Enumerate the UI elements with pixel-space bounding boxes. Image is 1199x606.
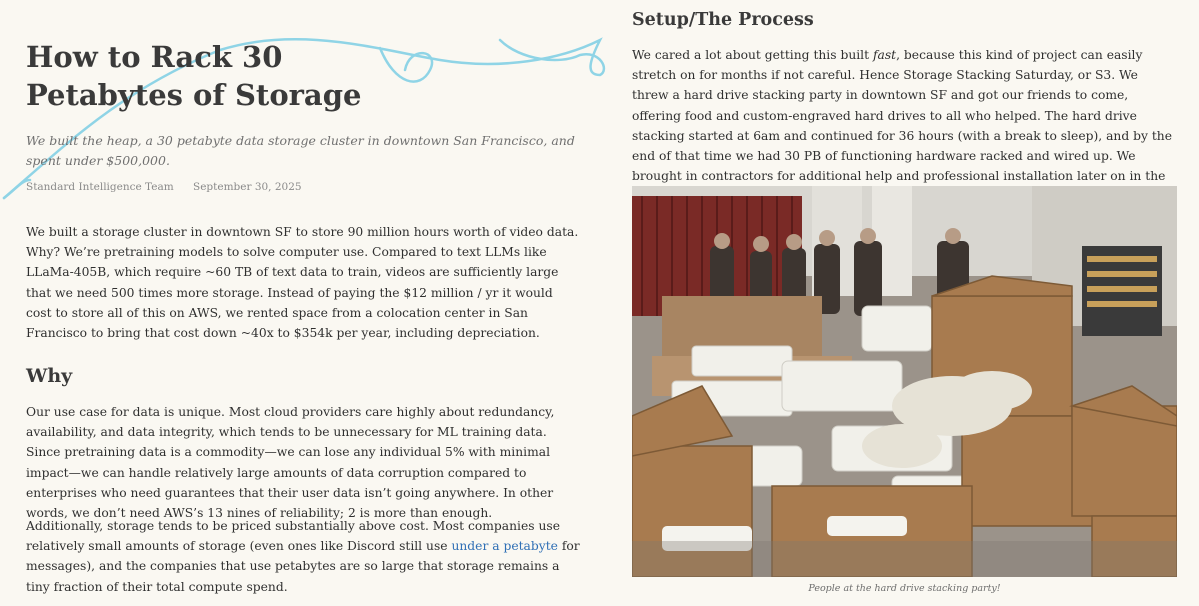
photo-caption: People at the hard drive stacking party!: [808, 583, 1001, 594]
section-heading-why: Why: [26, 365, 73, 387]
setup-text-a: We cared a lot about getting this built: [632, 48, 873, 62]
event-photo-illustration: [632, 186, 1177, 577]
article-subtitle: We built the heap, a 30 petabyte data storage cluster in downtown San Francisco, and spent under $500,000.: [26, 133, 575, 168]
event-photo: [632, 186, 1177, 577]
article-meta: [26, 181, 302, 193]
section-heading-setup: Setup/The Process: [632, 10, 814, 30]
setup-text-b: , because this kind of project can easily stretch on for months if not careful. Hence Storage Stacking Saturday, or S3. We threw a hard drive stacking party in downtown SF and got our friends to come, offering food and custom-engraved hard drives to all who helped. The hard drive stacking started at 6am and continued for 36 hours (with a break to sleep), and by the end of that time we had 30 PB of functioning hardware racked and wired up. We brought in contractors for additional help and professional installation later on in the: [632, 48, 1172, 184]
why-paragraph-2-text-b: for messages), and the companies that use petabytes are so large that storage remains a tiny fraction of their total compute spend.: [26, 539, 580, 594]
author-name: Standard Intelligence Team: [26, 181, 174, 193]
why-paragraph-2-text-a: Additionally, storage tends to be priced substantially above cost. Most companies use relatively small amounts of storage (even ones like Discord still use: [26, 519, 560, 554]
why-paragraph-1: Our use case for data is unique. Most cloud providers care highly about redundancy, availability, and data integrity, which tends to be unnecessary for ML training data. Since pretraining data is a commodity—we can lose any individual 5% with minimal impact—we can handle relatively large amounts of data corruption compared to enterprises who need guarantees that their user data isn’t going anywhere. In other words, we don’t need AWS’s 13 nines of reliability; 2 is more than enough.: [26, 405, 555, 521]
setup-emphasis: fast: [872, 48, 897, 62]
intro-paragraph: We built a storage cluster in downtown SF to store 90 million hours worth of video data. Why? We’re pretraining models to solve computer use. Compared to text LLMs like LLaMa-405B, which require ~60 TB of text data to train, videos are sufficiently large that we need 500 times more storage. Instead of paying the $12 million / yr it would cost to store all of this on AWS, we rented space from a colocation center in San Francisco to bring that cost down ~40x to $354k per year, including depreciation.: [26, 225, 579, 341]
page-title: How to Rack 30 Petabytes of Storage: [26, 40, 362, 112]
publish-date: September 30, 2025: [193, 181, 302, 193]
petabyte-link[interactable]: under a petabyte: [451, 539, 558, 554]
why-paragraph-2: [26, 516, 582, 597]
setup-paragraph: [632, 45, 1177, 207]
